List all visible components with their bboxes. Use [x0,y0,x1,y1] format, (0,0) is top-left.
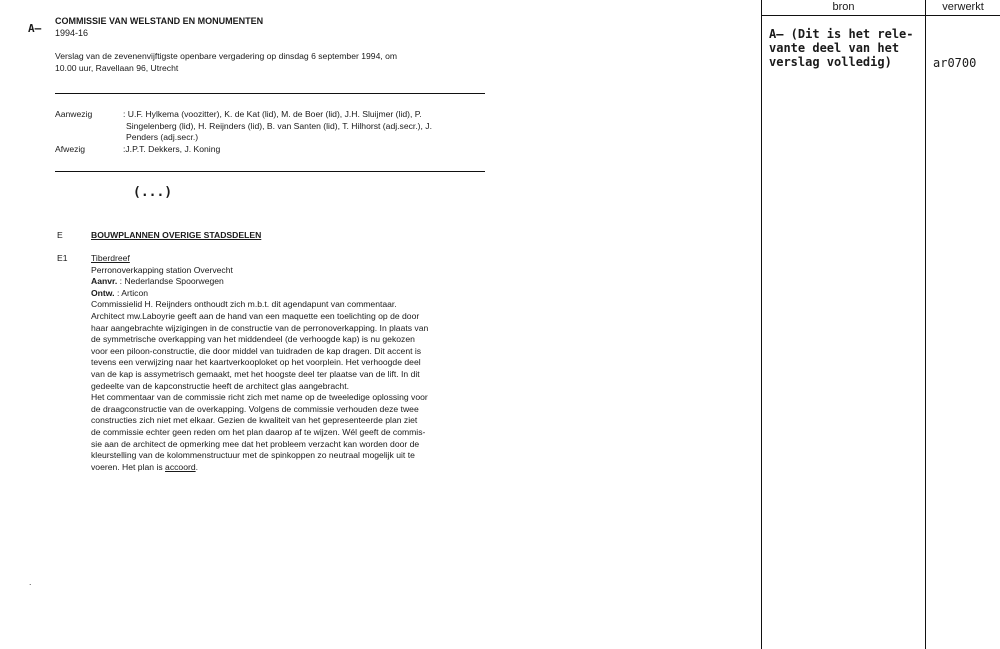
designer-label: Ontw. [91,287,115,298]
source-note-line: A— (Dit is het rele- [769,27,914,41]
body-line: de symmetrische overkapping van het middendeel (de verhoogde kap) is nu gekozen [91,334,415,345]
source-note [769,27,914,69]
item-designer [91,288,491,300]
verdict: accoord [165,461,196,472]
omission-marker: (...) [133,185,173,200]
body-line: de draagconstructie van de overkapping. Volgens de commissie verhouden deze twee [91,403,419,414]
section-title: BOUWPLANNEN OVERIGE STADSDELEN [91,230,262,240]
present-names [123,109,432,144]
item-body [91,299,491,473]
margin-mark: A— [28,22,42,35]
body-line: Architect mw.Laboyrie geeft aan de hand van een maquette een toelichting op de door [91,310,420,321]
column-divider-middle [925,0,926,649]
applicant-value: : Nederlandse Spoorwegen [119,276,224,287]
body-line: kleurstelling van de kolommenstructuur met de spinkoppen zo neutraal mogelijk uit te [91,450,415,461]
item-street: Tiberdreef [91,253,130,263]
item-subject: Perronoverkapping station Overvecht [91,264,233,275]
item-number: E1 [57,253,68,263]
body-line: constructies zich niet met elkaar. Gezien de kwaliteit van het gepresenteerde plan ziet [91,415,418,426]
column-header-source: bron [832,1,855,13]
column-header-processed: verwerkt [942,1,984,13]
body-line: tevens een verwijzing naar het kaartverkooploket op het voorplein. Het verhoogde deel [91,357,421,368]
attendance-block [55,109,495,156]
designer-value: : Articon [116,287,149,298]
body-line: Het commentaar van de commissie richt zich met name op de tweeledige oplossing voor [91,392,428,403]
final-prefix: voeren. Het plan is [91,461,166,472]
section-letter: E [57,230,63,240]
body-final-line [91,462,491,474]
applicant-label: Aanvr. [91,276,118,287]
final-suffix: . [195,461,199,472]
present-line: Singelenberg (lid), H. Reijnders (lid), B. van Santen (lid), T. Hilhorst (adj.secr.), J. [126,120,432,131]
column-divider-left [761,0,762,649]
source-note-line: verslag volledig) [769,55,892,69]
report-line-1: Verslag van de zevenenvijftigste openbare vergadering op dinsdag 6 september 1994, om [55,51,398,61]
body-line: van de kap is assymetrisch gemaakt, met het hoogste deel ter plaatse van de lift. In dit [91,368,420,379]
present-label: Aanwezig [55,109,93,119]
present-row [55,109,495,144]
archive-code: ar0700 [933,56,977,70]
absent-label: Afwezig [55,144,86,154]
divider-top [55,93,485,94]
document-header [55,16,263,39]
body-line: Commissielid H. Reijnders onthoudt zich m.b.t. dit agendapunt van commentaar. [91,299,397,310]
absent-row [55,144,495,156]
present-line: : U.F. Hylkema (voozitter), K. de Kat (lid), M. de Boer (lid), J.H. Sluijmer (lid), P. [123,109,422,119]
divider-bottom [55,171,485,172]
body-line: voor een piloon-constructie, die door middel van tuidraden de kap dragen. Dit accent is [91,345,422,356]
source-note-line: vante deel van het [769,41,900,55]
report-description [55,51,397,74]
absent-names: :J.P.T. Dekkers, J. Koning [123,144,221,154]
body-line: de commissie echter geen reden om het plan daarop af te wijzen. Wél geeft de commis- [91,426,426,437]
present-line: Penders (adj.secr.) [126,132,199,143]
committee-title: COMMISSIE VAN WELSTAND EN MONUMENTEN [55,16,264,26]
report-year: 1994-16 [55,27,89,38]
stray-mark: . [29,577,32,587]
agenda-item [91,253,491,473]
body-line: sie aan de architect de opmerking mee dat het probleem verzacht kan worden door de [91,438,420,449]
item-applicant [91,276,491,288]
body-line: haar aangebrachte wijzigingen in de constructie van de perronoverkapping. In plaats van [91,322,429,333]
column-header-rule [761,15,1000,16]
body-line: gedeelte van de kapconstructie heeft de architect glas aangebracht. [91,380,349,391]
report-line-2: 10.00 uur, Ravellaan 96, Utrecht [55,62,179,73]
